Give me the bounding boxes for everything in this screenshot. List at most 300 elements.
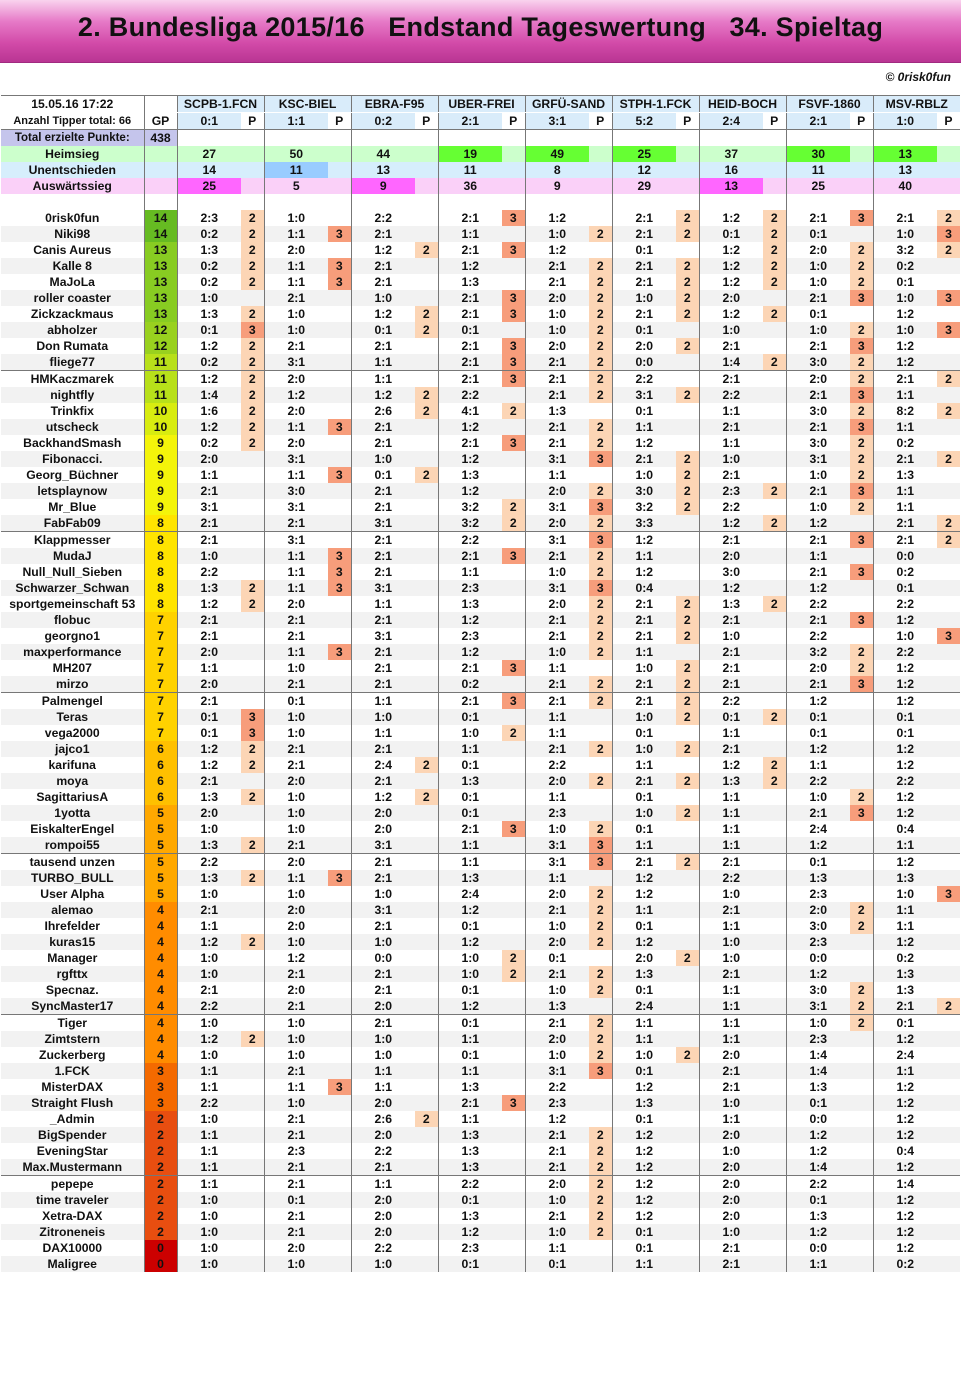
tip-points — [328, 435, 351, 451]
tip-points: 2 — [589, 982, 612, 998]
tip-value: 1:1 — [699, 1031, 763, 1047]
tip-points — [850, 966, 873, 982]
tip-points — [850, 1224, 873, 1240]
tip-value: 2:0 — [264, 371, 328, 388]
player-gp: 2 — [144, 1111, 177, 1127]
tip-points — [502, 1159, 525, 1176]
tip-value: 1:1 — [699, 998, 763, 1015]
tip-value: 1:1 — [873, 499, 937, 515]
tip-points — [415, 1095, 438, 1111]
tip-points: 2 — [241, 596, 264, 612]
tip-value: 3:1 — [786, 998, 850, 1015]
player-gp: 13 — [144, 306, 177, 322]
tip-points — [241, 1079, 264, 1095]
player-row — [1, 306, 960, 322]
tip-points: 2 — [589, 338, 612, 354]
tip-value: 1:0 — [264, 1256, 328, 1272]
tip-value: 1:0 — [525, 1224, 589, 1240]
tip-points — [850, 628, 873, 644]
player-gp: 8 — [144, 596, 177, 612]
tip-value: 1:2 — [873, 693, 937, 710]
tip-value: 2:1 — [351, 548, 415, 564]
tip-value: 2:1 — [525, 612, 589, 628]
match-result: 3:1 — [525, 113, 589, 130]
tip-value: 1:1 — [612, 1256, 676, 1272]
tip-points — [850, 1127, 873, 1143]
tip-points — [415, 1047, 438, 1063]
tip-value: 1:2 — [873, 1192, 937, 1208]
spacer — [177, 194, 264, 210]
tip-points — [415, 532, 438, 549]
tip-points — [328, 693, 351, 710]
tip-points — [241, 1047, 264, 1063]
tip-points: 2 — [589, 371, 612, 388]
tip-points — [937, 918, 960, 934]
total-value: 438 — [144, 130, 177, 147]
tip-value: 1:1 — [525, 789, 589, 805]
tip-value: 3:0 — [786, 354, 850, 371]
player-gp: 4 — [144, 982, 177, 998]
tip-value: 1:0 — [264, 805, 328, 821]
match-result: 0:2 — [351, 113, 415, 130]
tip-points: 2 — [415, 1111, 438, 1127]
tip-points — [502, 854, 525, 871]
tip-points — [850, 709, 873, 725]
tip-value: 1:2 — [525, 242, 589, 258]
tip-value: 3:1 — [264, 499, 328, 515]
player-name: Klappmesser — [1, 532, 144, 549]
summary-pad — [328, 146, 351, 162]
tip-value: 1:0 — [873, 290, 937, 306]
tip-value: 2:0 — [351, 1224, 415, 1240]
tip-value: 1:1 — [438, 564, 502, 580]
tip-value: 1:0 — [873, 322, 937, 338]
tip-value: 2:2 — [786, 596, 850, 612]
tip-points — [328, 242, 351, 258]
tip-value: 3:1 — [351, 628, 415, 644]
tip-points — [937, 902, 960, 918]
tip-value: 2:0 — [177, 805, 241, 821]
player-name: kuras15 — [49, 935, 96, 949]
tip-value: 0:2 — [177, 274, 241, 290]
tip-points: 2 — [676, 258, 699, 274]
tip-points — [415, 934, 438, 950]
tip-value: 3:2 — [612, 499, 676, 515]
player-gp: 3 — [144, 1095, 177, 1111]
tip-value: 2:1 — [873, 210, 937, 226]
tip-points — [589, 757, 612, 773]
tip-value: 1:3 — [438, 596, 502, 612]
player-row — [1, 757, 960, 773]
tip-value: 1:6 — [177, 403, 241, 419]
tip-points — [676, 934, 699, 950]
tip-points — [415, 612, 438, 628]
tip-value: 2:0 — [699, 1192, 763, 1208]
tip-points — [328, 451, 351, 467]
tip-value: 2:1 — [177, 982, 241, 998]
tip-points — [763, 1063, 786, 1079]
tip-value: 1:0 — [699, 934, 763, 950]
tip-points — [415, 290, 438, 306]
tip-points — [937, 580, 960, 596]
tip-value: 1:3 — [699, 596, 763, 612]
tip-points: 2 — [937, 451, 960, 467]
tip-points — [502, 837, 525, 854]
player-gp: 5 — [144, 837, 177, 854]
tip-value: 2:2 — [177, 854, 241, 871]
tip-value: 1:0 — [699, 1224, 763, 1240]
tip-value: 1:3 — [438, 274, 502, 290]
tip-points: 2 — [763, 306, 786, 322]
tip-points: 3 — [328, 419, 351, 435]
tip-value: 1:3 — [438, 1143, 502, 1159]
tip-points: 2 — [850, 322, 873, 338]
tip-points — [502, 934, 525, 950]
tip-value: 2:2 — [699, 387, 763, 403]
tip-value: 1:1 — [438, 226, 502, 242]
tip-points — [502, 1015, 525, 1032]
tip-points — [241, 902, 264, 918]
tip-points — [676, 1192, 699, 1208]
tip-value: 2:1 — [612, 773, 676, 789]
tip-value: 1:1 — [438, 854, 502, 871]
points-header: P — [676, 113, 699, 130]
tip-points — [241, 564, 264, 580]
tip-value: 2:6 — [351, 1111, 415, 1127]
tip-value: 0:0 — [873, 548, 937, 564]
player-name: Niki98 — [54, 227, 91, 241]
tip-value: 0:1 — [786, 709, 850, 725]
tip-value: 1:1 — [264, 870, 328, 886]
tip-points — [937, 1240, 960, 1256]
tip-value: 0:1 — [438, 918, 502, 934]
tip-points — [502, 709, 525, 725]
summary-pad — [676, 146, 699, 162]
player-row — [1, 1111, 960, 1127]
tip-value: 1:2 — [786, 515, 850, 532]
tip-points — [676, 837, 699, 854]
tip-points — [241, 982, 264, 998]
player-name: Tiger — [1, 1015, 144, 1032]
tip-points: 2 — [676, 854, 699, 871]
tip-points: 3 — [850, 564, 873, 580]
player-name: georgno1 — [44, 629, 101, 643]
tip-points: 2 — [589, 306, 612, 322]
tip-value: 1:2 — [786, 1127, 850, 1143]
tip-points — [676, 789, 699, 805]
tip-value: 1:1 — [612, 644, 676, 660]
tip-points — [241, 290, 264, 306]
tip-value: 2:1 — [264, 966, 328, 982]
tip-points — [763, 918, 786, 934]
tip-points: 2 — [850, 242, 873, 258]
tip-value: 2:2 — [438, 387, 502, 403]
tip-value: 1:1 — [351, 1176, 415, 1193]
tip-points: 3 — [328, 258, 351, 274]
tip-value: 2:1 — [873, 451, 937, 467]
tip-points — [676, 435, 699, 451]
tip-points: 3 — [328, 1079, 351, 1095]
player-gp: 13 — [144, 290, 177, 306]
tip-value: 0:1 — [438, 789, 502, 805]
tip-points: 2 — [241, 1031, 264, 1047]
tip-value: 3:1 — [525, 499, 589, 515]
tip-value: 2:1 — [351, 483, 415, 499]
tip-points — [415, 596, 438, 612]
tip-points: 2 — [589, 1208, 612, 1224]
tip-value: 3:1 — [264, 532, 328, 549]
tip-points: 2 — [415, 387, 438, 403]
tip-points — [937, 709, 960, 725]
tip-points: 2 — [589, 612, 612, 628]
tip-value: 1:0 — [177, 1111, 241, 1127]
tip-points — [328, 660, 351, 676]
tip-points — [937, 306, 960, 322]
tip-points — [241, 950, 264, 966]
tip-points: 2 — [502, 515, 525, 532]
tip-points: 2 — [589, 676, 612, 693]
tip-value: 2:1 — [264, 1159, 328, 1176]
tip-value: 1:2 — [351, 306, 415, 322]
tip-points: 2 — [241, 242, 264, 258]
tip-value: 2:1 — [699, 371, 763, 388]
player-row — [1, 773, 960, 789]
tip-points: 2 — [676, 805, 699, 821]
player-gp: 4 — [144, 966, 177, 982]
player-row — [1, 1095, 960, 1111]
player-name: FabFab09 — [43, 516, 101, 530]
tip-value: 2:1 — [351, 644, 415, 660]
tip-value: 1:1 — [873, 902, 937, 918]
date-label: 15.05.16 17:22 — [1, 96, 144, 113]
tip-value: 2:3 — [525, 1095, 589, 1111]
tip-points: 2 — [676, 210, 699, 226]
tip-value: 1:0 — [612, 805, 676, 821]
tip-value: 2:0 — [525, 596, 589, 612]
tip-value: 1:1 — [786, 757, 850, 773]
tip-value: 2:2 — [699, 693, 763, 710]
tip-value: 2:1 — [438, 371, 502, 388]
tip-points: 2 — [589, 1224, 612, 1240]
tip-points — [415, 1079, 438, 1095]
tip-points — [937, 660, 960, 676]
tip-value: 2:0 — [699, 1176, 763, 1193]
player-name: Manager — [47, 951, 98, 965]
tip-points: 2 — [241, 870, 264, 886]
tip-points — [937, 1127, 960, 1143]
tip-points — [241, 628, 264, 644]
tip-value: 2:0 — [351, 805, 415, 821]
player-row — [1, 1192, 960, 1208]
summary-value: 29 — [612, 178, 676, 194]
tip-value: 2:1 — [525, 1159, 589, 1176]
tip-value: 2:2 — [351, 1240, 415, 1256]
tip-value: 1:2 — [873, 854, 937, 871]
tip-value: 3:0 — [264, 483, 328, 499]
tip-points: 2 — [589, 548, 612, 564]
tip-value: 0:1 — [612, 242, 676, 258]
player-row — [1, 1079, 960, 1095]
player-gp: 0 — [144, 1240, 177, 1256]
tip-points: 3 — [850, 290, 873, 306]
player-gp: 14 — [144, 226, 177, 242]
tip-value: 2:1 — [438, 435, 502, 451]
player-row — [1, 1015, 960, 1032]
spacer — [264, 194, 351, 210]
page-title: 2. Bundesliga 2015/16 Endstand Tageswertung 34. Spieltag — [77, 12, 884, 42]
tip-points — [589, 950, 612, 966]
tip-points: 2 — [676, 660, 699, 676]
tip-value: 2:1 — [612, 258, 676, 274]
tip-points: 2 — [589, 226, 612, 242]
tip-value: 2:1 — [351, 258, 415, 274]
summary-value: 44 — [351, 146, 415, 162]
player-name: moya — [56, 774, 89, 788]
tip-points: 2 — [241, 371, 264, 388]
tip-value: 2:1 — [612, 596, 676, 612]
tip-value: 0:1 — [612, 1111, 676, 1127]
tip-points — [328, 532, 351, 549]
tip-points: 2 — [589, 741, 612, 757]
player-row — [1, 854, 960, 871]
tip-value: 2:1 — [264, 612, 328, 628]
tip-points — [415, 483, 438, 499]
tip-points — [589, 210, 612, 226]
tip-value: 2:1 — [177, 628, 241, 644]
tip-value: 2:0 — [612, 950, 676, 966]
tip-value: 0:1 — [612, 725, 676, 741]
tip-value: 1:1 — [699, 1111, 763, 1127]
tip-value: 1:0 — [351, 1047, 415, 1063]
tip-points — [937, 1031, 960, 1047]
tip-points: 2 — [589, 596, 612, 612]
summary-gp-blank — [144, 162, 177, 178]
tip-value: 0:0 — [351, 950, 415, 966]
tip-points — [676, 918, 699, 934]
summary-value: 19 — [438, 146, 502, 162]
tip-points — [502, 1111, 525, 1127]
tip-value: 1:4 — [873, 1176, 937, 1193]
tip-value: 1:0 — [177, 1224, 241, 1240]
tip-value: 1:0 — [786, 467, 850, 483]
tip-value: 1:0 — [177, 821, 241, 837]
tip-points: 2 — [763, 757, 786, 773]
tip-points — [502, 1127, 525, 1143]
tip-points — [415, 644, 438, 660]
tip-points — [502, 532, 525, 549]
tip-value: 2:3 — [786, 1031, 850, 1047]
tip-value: 0:2 — [177, 226, 241, 242]
tip-value: 1:2 — [177, 741, 241, 757]
tip-points — [937, 338, 960, 354]
player-row — [1, 515, 960, 532]
tip-points — [241, 1224, 264, 1240]
player-gp: 5 — [144, 886, 177, 902]
tip-points — [763, 1015, 786, 1032]
player-name: Max.Mustermann — [22, 1160, 123, 1174]
tip-points — [763, 338, 786, 354]
player-row — [1, 580, 960, 596]
summary-pad — [676, 162, 699, 178]
tip-value: 4:1 — [438, 403, 502, 419]
tip-points — [937, 612, 960, 628]
summary-value: 36 — [438, 178, 502, 194]
tip-points — [415, 1127, 438, 1143]
tip-points: 2 — [850, 918, 873, 934]
tip-points — [328, 612, 351, 628]
tip-value: 2:0 — [351, 1095, 415, 1111]
tip-points: 2 — [589, 1159, 612, 1176]
tip-points: 2 — [589, 1031, 612, 1047]
player-row — [1, 725, 960, 741]
player-gp: 7 — [144, 660, 177, 676]
tip-value: 0:1 — [438, 1256, 502, 1272]
tip-points — [850, 515, 873, 532]
tip-value: 1:0 — [177, 966, 241, 982]
player-gp: 4 — [144, 998, 177, 1015]
tip-value: 2:1 — [438, 354, 502, 371]
player-name: Zickzackmaus — [30, 307, 114, 321]
tip-value: 2:0 — [264, 403, 328, 419]
tip-value: 1:1 — [177, 1176, 241, 1193]
player-gp: 6 — [144, 757, 177, 773]
tip-points — [328, 1047, 351, 1063]
tip-value: 2:1 — [612, 854, 676, 871]
tip-points — [241, 966, 264, 982]
tip-value: 1:3 — [786, 1079, 850, 1095]
tip-points: 2 — [241, 580, 264, 596]
tip-points: 2 — [850, 354, 873, 371]
tip-points: 2 — [415, 322, 438, 338]
tip-value: 1:3 — [177, 789, 241, 805]
tip-points — [502, 741, 525, 757]
tip-points — [415, 1240, 438, 1256]
tip-points: 3 — [850, 387, 873, 403]
tip-points — [850, 821, 873, 837]
player-gp: 9 — [144, 467, 177, 483]
tip-value: 3:2 — [786, 644, 850, 660]
tip-value: 1:1 — [177, 918, 241, 934]
tip-value: 2:2 — [873, 596, 937, 612]
tip-points: 3 — [937, 886, 960, 902]
tip-value: 2:1 — [264, 338, 328, 354]
tip-points: 3 — [241, 709, 264, 725]
player-row — [1, 870, 960, 886]
player-gp: 8 — [144, 564, 177, 580]
tip-value: 2:1 — [699, 660, 763, 676]
tip-value: 0:1 — [786, 1192, 850, 1208]
tip-value: 1:0 — [786, 258, 850, 274]
tip-value: 1:4 — [786, 1047, 850, 1063]
tip-points — [415, 548, 438, 564]
tip-points — [328, 322, 351, 338]
tip-points — [328, 918, 351, 934]
player-name: Zuckerberg — [39, 1048, 106, 1062]
tip-value: 3:1 — [525, 451, 589, 467]
tip-value: 1:2 — [438, 258, 502, 274]
player-gp: 7 — [144, 693, 177, 710]
summary-pad — [850, 178, 873, 194]
player-gp: 2 — [144, 1192, 177, 1208]
tip-points — [937, 1047, 960, 1063]
spacer — [438, 194, 525, 210]
tip-points — [415, 902, 438, 918]
tip-points: 2 — [241, 338, 264, 354]
tip-points — [241, 451, 264, 467]
blank-cell — [786, 130, 873, 147]
player-name: _Admin — [49, 1112, 95, 1126]
tip-value: 2:0 — [525, 773, 589, 789]
